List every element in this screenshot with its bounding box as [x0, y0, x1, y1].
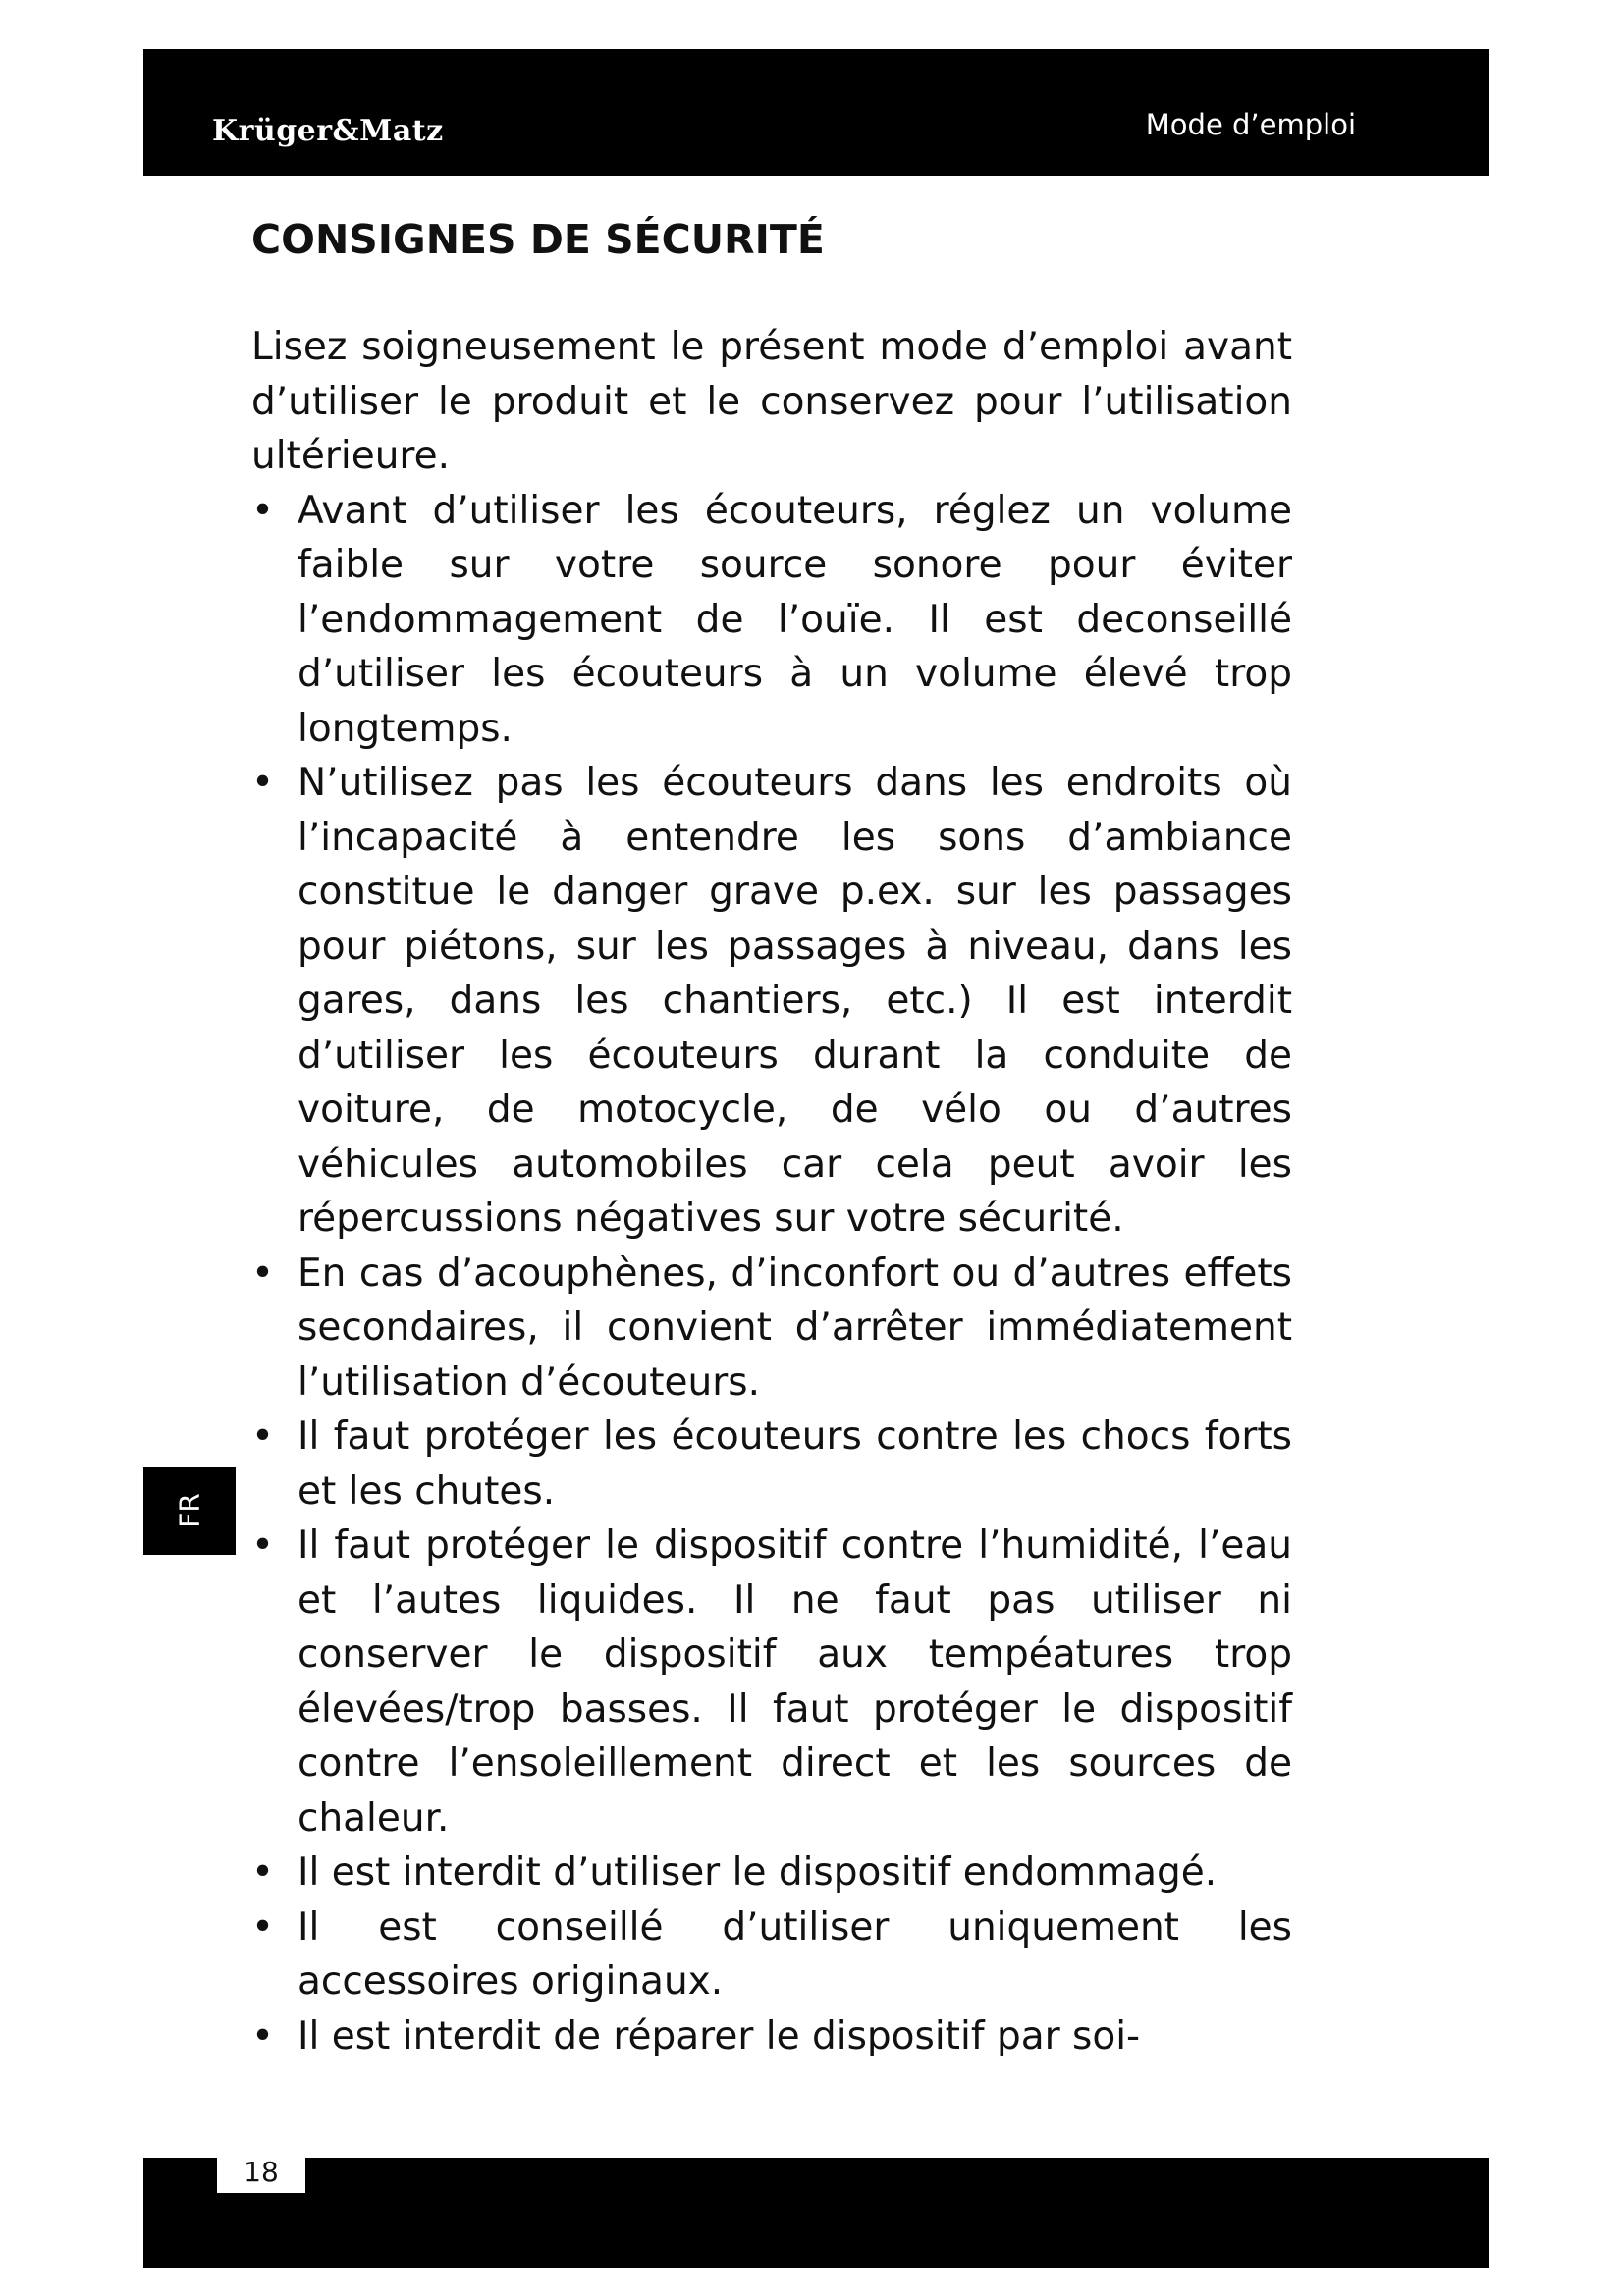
page-number: 18 — [217, 2152, 305, 2193]
list-item — [251, 1519, 1292, 1845]
list-item-text: Il faut protéger le dispositif contre l’humidité, l’eau et l’autes liquides. Il ne faut pas utiliser ni conserver le dispositif aux tempéatures trop élevées/trop basses. Il faut protéger le dispositif contre l’ensoleillement direct et les sources de chaleur. — [298, 1523, 1292, 1841]
bullet-icon: • — [251, 1251, 275, 1296]
language-tab-label: FR — [173, 1493, 206, 1528]
bullet-icon: • — [251, 1850, 275, 1895]
bullet-icon: • — [251, 1523, 275, 1568]
list-item — [251, 1410, 1292, 1519]
section-heading: CONSIGNES DE SÉCURITÉ — [251, 216, 825, 263]
bullet-icon: • — [251, 761, 275, 805]
list-item — [251, 2009, 1292, 2064]
list-item — [251, 1247, 1292, 1411]
bullet-icon: • — [251, 488, 275, 533]
brand-logo: Krüger&Matz — [212, 114, 444, 148]
document-type-label: Mode d’emploi — [1145, 108, 1356, 141]
list-item-text: En cas d’acouphènes, d’inconfort ou d’autres effets secondaires, il convient d’arrêter immédiatement l’utilisation d’écouteurs. — [298, 1251, 1292, 1405]
list-item-text: Avant d’utiliser les écouteurs, réglez un volume faible sur votre source sonore pour éviter l’endommagement de l’ouïe. Il est deconseillé d’utiliser les écouteurs à un volume élevé trop longtemps. — [298, 488, 1292, 751]
list-item-text: Il faut protéger les écouteurs contre les chocs forts et les chutes. — [298, 1415, 1292, 1514]
list-item — [251, 1900, 1292, 2009]
list-item-text: N’utilisez pas les écouteurs dans les endroits où l’incapacité à entendre les sons d’ambiance constitue le danger grave p.ex. sur les passages pour piétons, sur les passages à niveau, dans les gares, dans les chantiers, etc.) Il est interdit d’utiliser les écouteurs durant la conduite de voiture, de motocycle, de vélo ou d’autres véhicules automobiles car cela peut avoir les répercussions négatives sur votre sécurité. — [298, 761, 1292, 1241]
bullet-icon: • — [251, 2013, 275, 2058]
list-item — [251, 756, 1292, 1247]
footer-bar — [143, 2158, 1489, 2268]
bullet-icon: • — [251, 1415, 275, 1459]
list-item-text: Il est interdit d’utiliser le dispositif endommagé. — [298, 1850, 1218, 1895]
bullet-icon: • — [251, 1904, 275, 1949]
list-item-text: Il est conseillé d’utiliser uniquement les accessoires originaux. — [298, 1904, 1292, 2003]
list-item — [251, 484, 1292, 757]
header-bar — [143, 49, 1489, 176]
intro-paragraph: Lisez soigneusement le présent mode d’emploi avant d’utiliser le produit et le conservez pour l’utilisation ultérieure. — [251, 325, 1292, 478]
list-item-text: Il est interdit de réparer le dispositif par soi- — [298, 2013, 1141, 2058]
list-item — [251, 1845, 1292, 1900]
main-content — [251, 320, 1292, 2063]
language-tab — [143, 1467, 236, 1555]
safety-list — [251, 484, 1292, 2064]
